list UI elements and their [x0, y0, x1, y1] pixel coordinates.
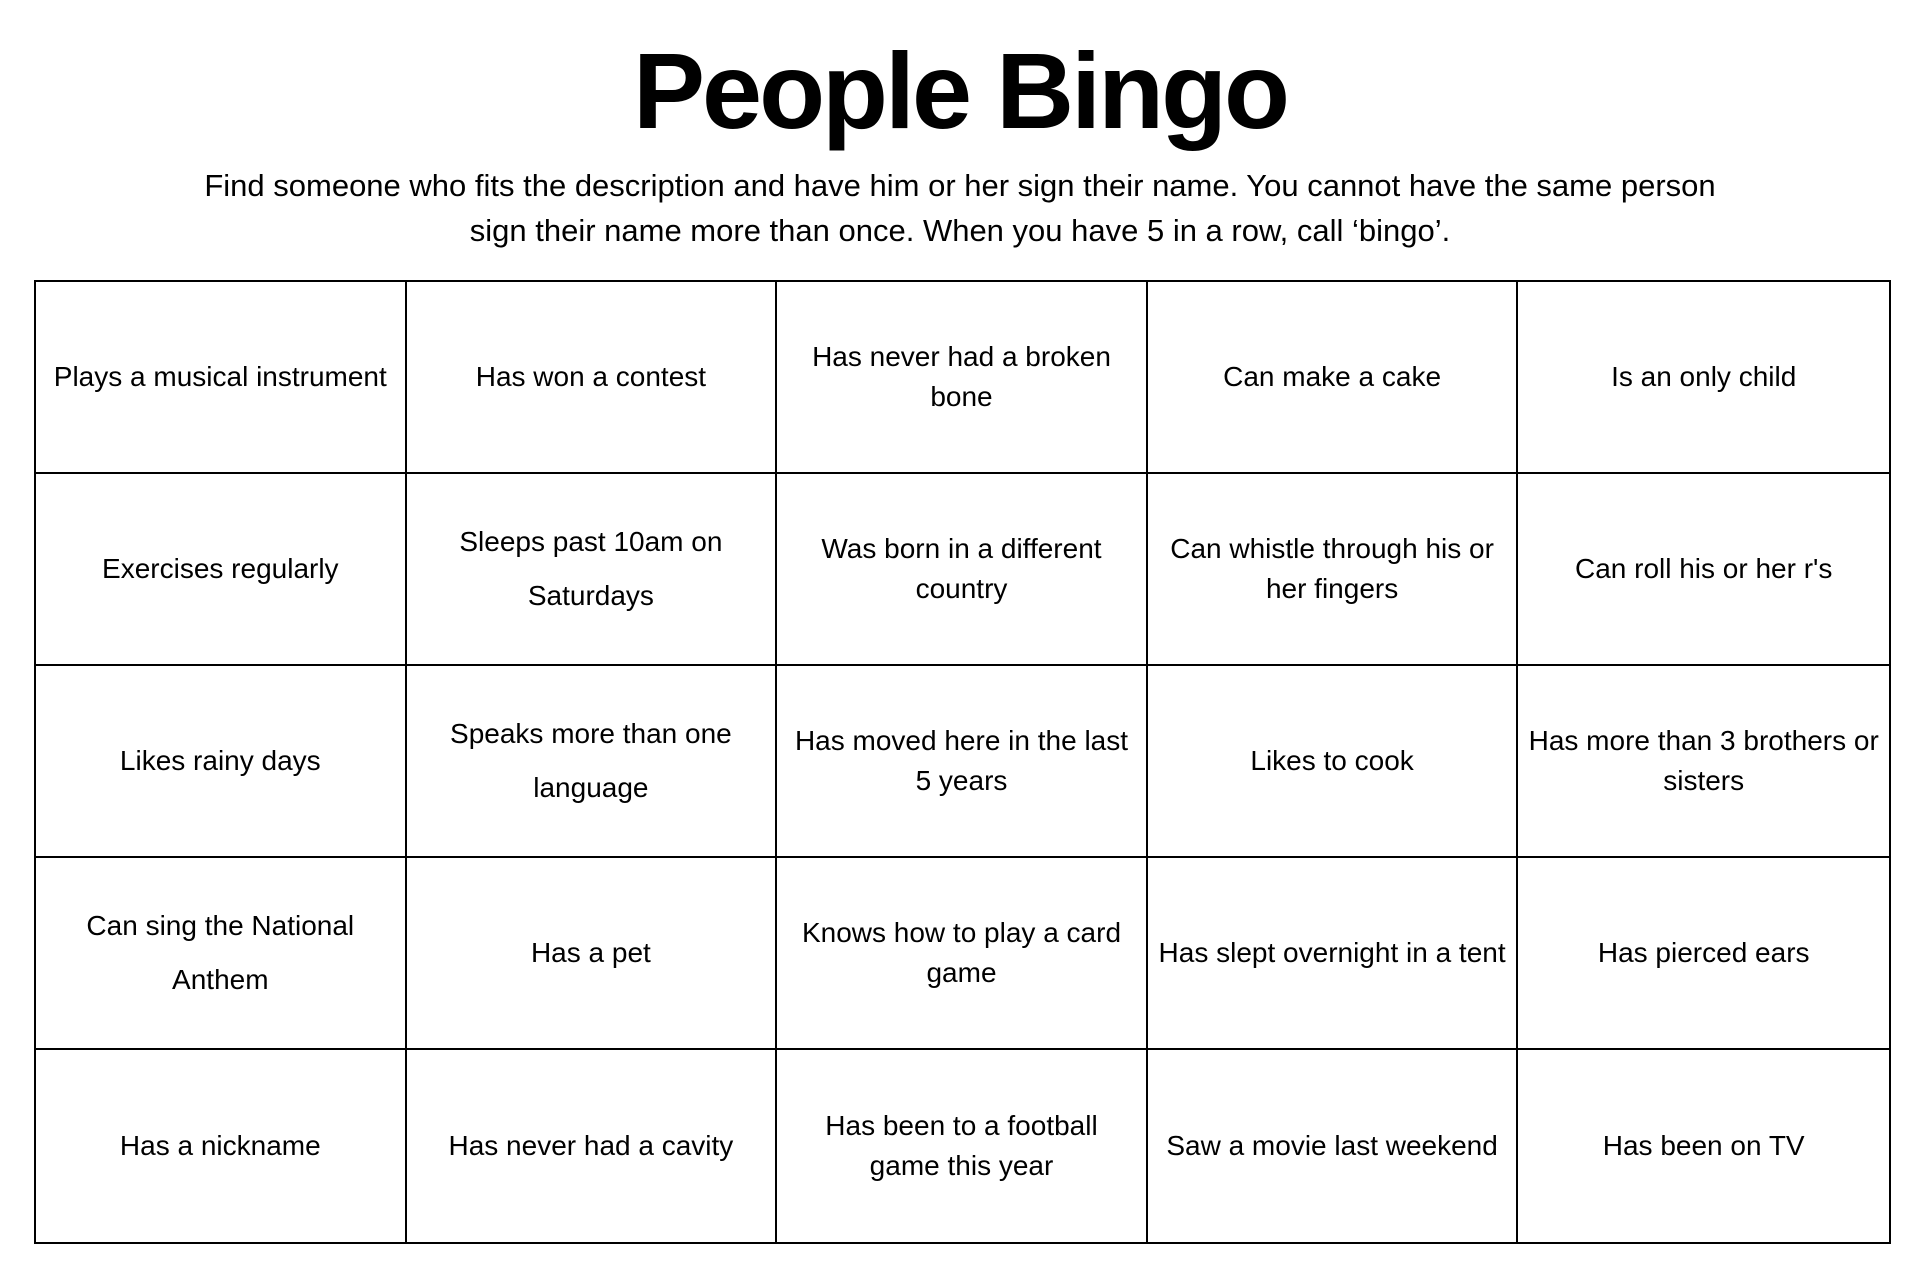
bingo-cell[interactable]	[777, 1050, 1148, 1242]
bingo-cell[interactable]	[1518, 282, 1889, 474]
bingo-cell[interactable]	[1148, 1050, 1519, 1242]
bingo-grid	[34, 280, 1891, 1244]
bingo-cell-text: Likes rainy days	[119, 745, 321, 776]
bingo-cell[interactable]	[777, 474, 1148, 666]
instructions	[120, 163, 1800, 253]
instructions-line-2: sign their name more than once. When you have 5 in a row, call ‘bingo’.	[469, 213, 1451, 248]
instructions-line-1: Find someone who fits the description and have him or her sign their name. You cannot have the same person	[204, 168, 1716, 203]
bingo-cell-text: Saw a movie last weekend	[1166, 1130, 1498, 1161]
bingo-cell[interactable]	[1518, 474, 1889, 666]
bingo-cell-text: Has been on TV	[1602, 1130, 1805, 1161]
bingo-cell[interactable]	[1148, 858, 1519, 1050]
bingo-cell-text: Has a pet	[530, 937, 651, 968]
bingo-cell-text: Has pierced ears	[1597, 937, 1810, 968]
bingo-cell-text: Sleeps past 10am on Saturdays	[459, 526, 723, 611]
bingo-cell-text: Can whistle through his or her fingers	[1170, 533, 1494, 604]
bingo-cell[interactable]	[407, 1050, 778, 1242]
bingo-cell[interactable]	[36, 474, 407, 666]
bingo-cell-text: Has a nickname	[119, 1130, 321, 1161]
bingo-cell[interactable]	[407, 474, 778, 666]
bingo-cell[interactable]	[36, 666, 407, 858]
bingo-cell[interactable]	[1148, 474, 1519, 666]
bingo-cell[interactable]	[407, 666, 778, 858]
bingo-cell-text: Was born in a different country	[821, 533, 1102, 604]
bingo-cell[interactable]	[1148, 666, 1519, 858]
bingo-cell-text: Is an only child	[1611, 361, 1797, 392]
bingo-cell[interactable]	[1518, 858, 1889, 1050]
bingo-cell-text: Likes to cook	[1250, 745, 1414, 776]
bingo-cell-text: Plays a musical instrument	[53, 361, 387, 392]
bingo-cell-text: Exercises regularly	[102, 553, 339, 584]
bingo-cell-text: Has never had a cavity	[448, 1130, 734, 1161]
bingo-cell-text: Has moved here in the last 5 years	[794, 725, 1129, 796]
bingo-cell-text: Has more than 3 brothers or sisters	[1528, 725, 1879, 796]
bingo-cell[interactable]	[36, 282, 407, 474]
bingo-cell-text: Knows how to play a card game	[801, 917, 1122, 988]
bingo-cell-text: Has slept overnight in a tent	[1158, 937, 1506, 968]
bingo-cell-text: Can sing the National Anthem	[86, 910, 355, 995]
bingo-cell[interactable]	[407, 858, 778, 1050]
bingo-cell[interactable]	[777, 666, 1148, 858]
page-title: People Bingo	[632, 30, 1288, 151]
bingo-cell[interactable]	[777, 858, 1148, 1050]
bingo-cell[interactable]	[36, 1050, 407, 1242]
bingo-cell-text: Has been to a football game this year	[825, 1110, 1098, 1181]
bingo-cell-text: Has won a contest	[475, 361, 707, 392]
bingo-cell-text: Has never had a broken bone	[812, 341, 1111, 412]
bingo-cell-text: Speaks more than one language	[450, 718, 732, 803]
bingo-cell[interactable]	[1148, 282, 1519, 474]
bingo-cell[interactable]	[1518, 666, 1889, 858]
bingo-cell-text: Can roll his or her r's	[1574, 553, 1833, 584]
bingo-cell[interactable]	[777, 282, 1148, 474]
bingo-cell[interactable]	[407, 282, 778, 474]
bingo-cell-text: Can make a cake	[1223, 361, 1442, 392]
bingo-cell[interactable]	[36, 858, 407, 1050]
bingo-cell[interactable]	[1518, 1050, 1889, 1242]
